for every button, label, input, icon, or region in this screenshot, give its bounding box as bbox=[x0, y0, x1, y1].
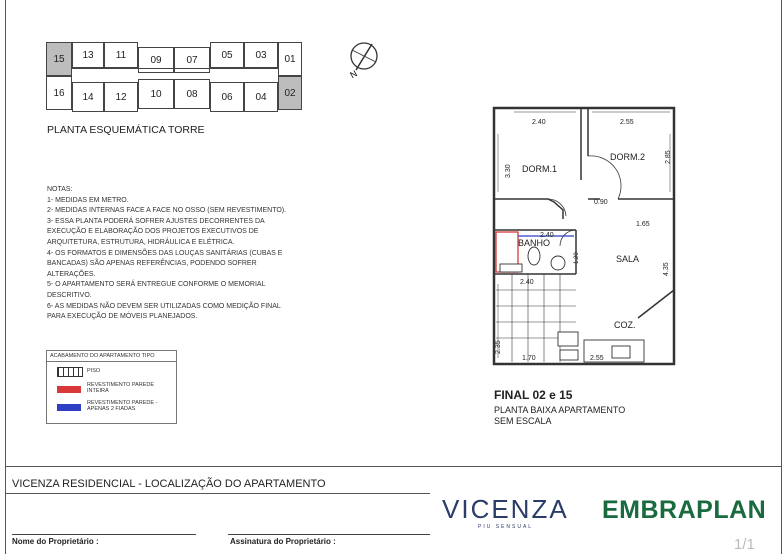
owner-signature-line bbox=[228, 534, 430, 535]
note-line: ARQUITETURA, ESTRUTURA, HIDRÁULICA E ELÉTRICA. bbox=[47, 238, 235, 246]
dim-label: 1.65 bbox=[636, 221, 650, 228]
dim-label: 3.30 bbox=[505, 164, 512, 178]
floor-swatch bbox=[57, 367, 83, 377]
floor-plan bbox=[488, 104, 680, 368]
room-label-coz: COZ. bbox=[614, 320, 636, 330]
embraplan-logo: EMBRAPLAN bbox=[602, 496, 767, 524]
room-label-banho: BANHO bbox=[518, 238, 551, 248]
unit-08: 08 bbox=[174, 79, 210, 109]
plan-subtitle: PLANTA BAIXA APARTAMENTO bbox=[494, 405, 626, 415]
note-line: EXECUÇÃO E ELABORAÇÃO DOS PROJETOS EXECUTIVOS DE bbox=[47, 228, 259, 236]
unit-09: 09 bbox=[138, 47, 174, 73]
dim-label: 1.20 bbox=[574, 252, 580, 264]
unit-04: 04 bbox=[244, 82, 278, 112]
finish-legend bbox=[46, 350, 177, 424]
location-title: VICENZA RESIDENCIAL - LOCALIZAÇÃO DO APARTAMENTO bbox=[12, 478, 326, 490]
dim-label: 0.90 bbox=[594, 199, 608, 206]
tower-title: PLANTA ESQUEMÁTICA TORRE bbox=[47, 124, 205, 136]
owner-signature-label: Assinatura do Proprietário : bbox=[230, 537, 336, 546]
legend-title: ACABAMENTO DO APARTAMENTO TIPO bbox=[47, 351, 176, 362]
vicenza-logo-sub: PIU SENSUAL bbox=[478, 524, 534, 530]
note-line: BANCADAS) SÃO APENAS REFERÊNCIAS, PODENDO SOFRER bbox=[47, 260, 257, 268]
unit-02: 02 bbox=[278, 76, 302, 110]
owner-name-line bbox=[12, 534, 196, 535]
legend-label-full-wall: REVESTIMENTO PAREDE INTEIRA bbox=[87, 382, 155, 394]
room-label-dorm1: DORM.1 bbox=[522, 164, 558, 174]
legend-label-floor: PISO bbox=[87, 368, 101, 374]
note-line: 6- AS MEDIDAS NÃO DEVEM SER UTILIZADAS COMO MEDIÇÃO FINAL bbox=[47, 302, 281, 310]
note-line: 4- OS FORMATOS E DIMENSÕES DAS LOUÇAS SANITÁRIAS (CUBAS E bbox=[47, 249, 283, 257]
note-line: ALTERAÇÕES. bbox=[47, 270, 96, 278]
unit-13: 13 bbox=[72, 42, 104, 68]
unit-12: 12 bbox=[104, 82, 138, 112]
room-label-sala: SALA bbox=[616, 254, 640, 264]
dim-label: 2.55 bbox=[620, 119, 634, 126]
notes bbox=[47, 185, 317, 323]
plan-title: FINAL 02 e 15 bbox=[494, 388, 573, 402]
note-line: 3- ESSA PLANTA PODERÁ SOFRER AJUSTES DECORRENTES DA bbox=[47, 217, 265, 225]
dim-label: 2.40 bbox=[540, 232, 554, 239]
unit-14: 14 bbox=[72, 82, 104, 112]
dim-label: 2.35 bbox=[495, 340, 502, 354]
unit-01: 01 bbox=[278, 42, 302, 76]
unit-10: 10 bbox=[138, 79, 174, 109]
note-line: 1- MEDIDAS EM METRO. bbox=[47, 196, 129, 204]
note-line: 5- O APARTAMENTO SERÁ ENTREGUE CONFORME O MEMORIAL bbox=[47, 281, 266, 289]
unit-03: 03 bbox=[244, 42, 278, 68]
legend-label-partial-wall: REVESTIMENTO PAREDE - APENAS 2 FIADAS bbox=[87, 400, 158, 412]
north-label: N bbox=[348, 68, 359, 81]
notes-heading: NOTAS: bbox=[47, 186, 73, 193]
dim-label: 4.35 bbox=[663, 262, 670, 276]
dim-label: 2.55 bbox=[590, 355, 604, 362]
full-wall-swatch bbox=[57, 386, 81, 393]
unit-11: 11 bbox=[104, 42, 138, 68]
note-line: PARA EXECUÇÃO DE MÓVEIS PLANEJADOS. bbox=[47, 313, 198, 321]
dim-label: 2.40 bbox=[520, 279, 534, 286]
dim-label: 2.40 bbox=[532, 119, 546, 126]
note-line: DESCRITIVO. bbox=[47, 291, 92, 299]
dim-label: 1.70 bbox=[522, 355, 536, 362]
dim-label: 2.85 bbox=[665, 150, 672, 164]
north-compass-icon bbox=[344, 38, 384, 82]
unit-05: 05 bbox=[210, 42, 244, 68]
vicenza-logo: VICENZA bbox=[442, 494, 569, 524]
room-label-dorm2: DORM.2 bbox=[610, 152, 646, 162]
note-line: 2- MEDIDAS INTERNAS FACE A FACE NO OSSO (SEM REVESTIMENTO). bbox=[47, 207, 287, 215]
unit-06: 06 bbox=[210, 82, 244, 112]
partial-wall-swatch bbox=[57, 404, 81, 411]
plan-scale: SEM ESCALA bbox=[494, 416, 552, 426]
unit-16: 16 bbox=[46, 76, 72, 110]
unit-15: 15 bbox=[46, 42, 72, 76]
owner-name-label: Nome do Proprietário : bbox=[12, 537, 99, 546]
footer-divider bbox=[5, 493, 430, 494]
unit-07: 07 bbox=[174, 47, 210, 73]
page-indicator: 1/1 bbox=[734, 536, 755, 553]
